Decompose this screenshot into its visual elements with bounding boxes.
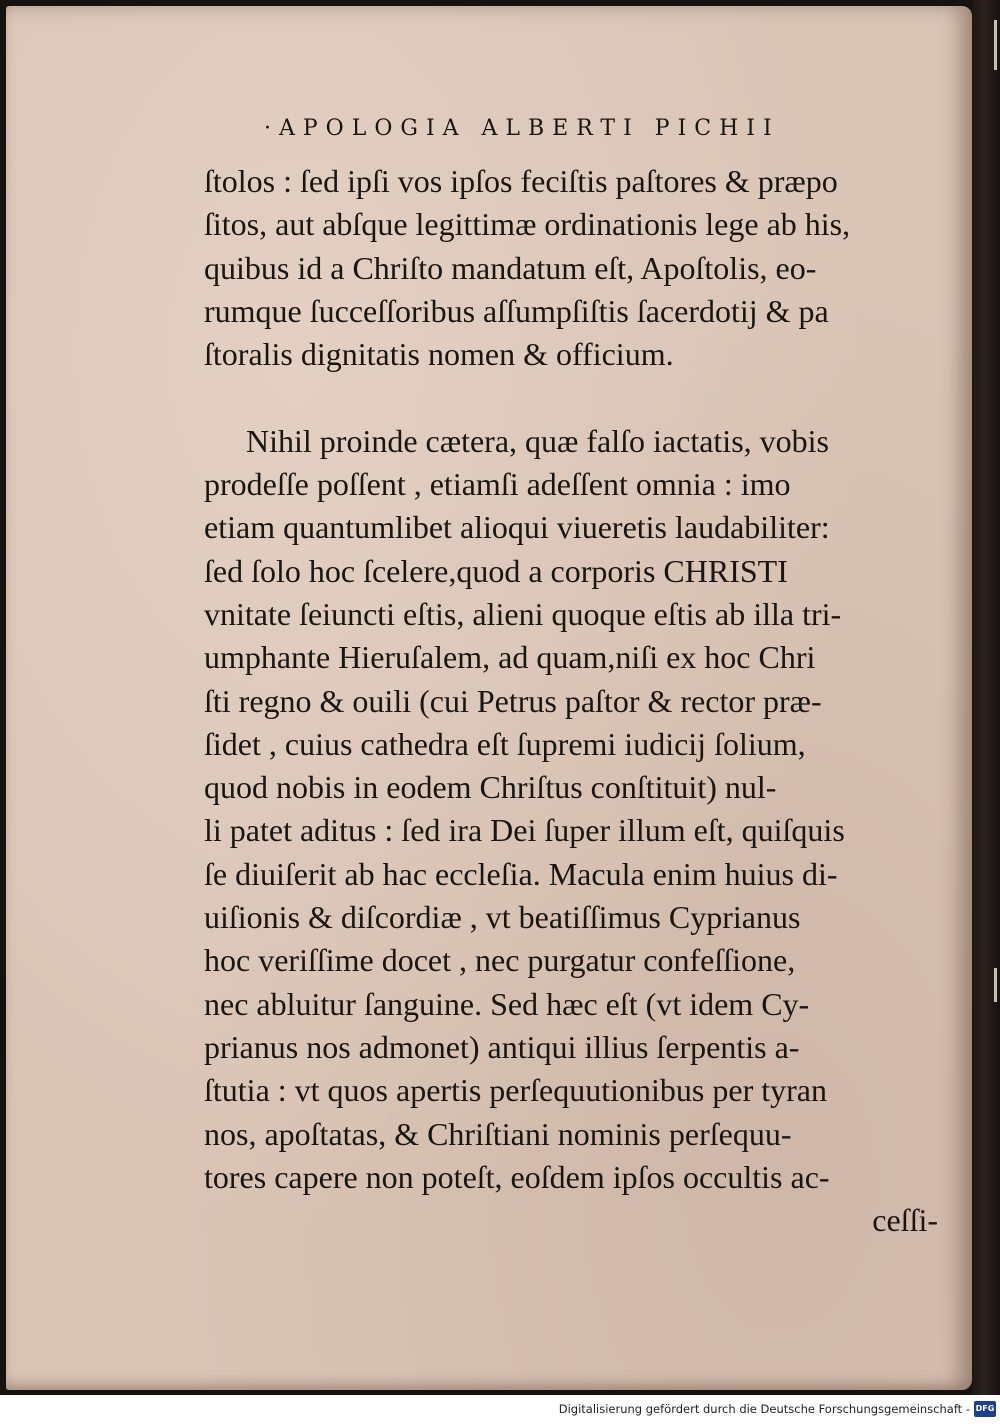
text-line: vnitate ſeiuncti eſtis, alieni quoque eſtis ab illa tri- — [204, 595, 842, 632]
text-line: ſed ſolo hoc ſcelere,quod a corporis CHRISTI — [204, 552, 788, 589]
catchword: ceſſi- — [872, 1202, 938, 1239]
text-line: hoc veriſſime docet , nec purgatur confeſſione, — [204, 942, 796, 979]
text-line: prianus nos admonet) antiqui illius ſerpentis a- — [204, 1028, 800, 1065]
next-page-edge — [972, 0, 1000, 1395]
footer-credit: Digitalisierung gefördert durch die Deutsche Forschungsgemeinschaft - — [558, 1402, 970, 1416]
text-line: ſtutia : vt quos apertis perſequutionibus per tyran — [204, 1072, 827, 1109]
text-line: li patet aditus : ſed ira Dei ſuper illum eſt, quiſquis — [204, 812, 845, 849]
text-line: umphante Hieruſalem, ad quam,niſi ex hoc Chri — [204, 639, 816, 676]
text-line: ſtolos : ſed ipſi vos ipſos feciſtis paſtores & præpo — [204, 163, 838, 199]
body-text — [204, 160, 944, 1242]
text-line: nos, apoſtatas, & Chriſtiani nominis perſequu- — [204, 1115, 792, 1152]
page-clip-mark — [994, 20, 997, 70]
text-line: tores capere non poteſt, eoſdem ipſos occultis ac- — [204, 1158, 830, 1195]
text-line: prodeſſe poſſent , etiamſi adeſſent omnia : imo — [204, 466, 791, 503]
text-line: ſe diuiſerit ab hac eccleſia. Macula enim huius di- — [204, 855, 838, 892]
paragraph-gap — [204, 376, 944, 419]
text-line: etiam quantumlibet alioqui viueretis laudabiliter: — [204, 509, 830, 546]
text-line: uiſionis & diſcordiæ , vt beatiſſimus Cyprianus — [204, 899, 801, 936]
book-page — [6, 6, 972, 1390]
text-line: quibus id a Chriſto mandatum eſt, Apoſtolis, eo- — [204, 249, 817, 286]
text-line: quod nobis in eodem Chriſtus conſtituit) nul- — [204, 769, 777, 806]
running-head: ·APOLOGIA ALBERTI PICHII — [264, 116, 780, 141]
text-line: Nihil proinde cætera, quæ falſo iactatis, vobis — [246, 422, 829, 459]
dfg-logo: DFG — [974, 1401, 996, 1417]
text-line: ſidet , cuius cathedra eſt ſupremi iudicij ſolium, — [204, 725, 806, 762]
text-line: ſtoralis dignitatis nomen & officium. — [204, 336, 674, 373]
digitization-footer — [0, 1395, 1000, 1424]
text-line: ſti regno & ouili (cui Petrus paſtor & rector præ- — [204, 682, 822, 719]
text-line: ſitos, aut abſque legittimæ ordinationis lege ab his, — [204, 206, 851, 243]
page-clip-mark — [994, 968, 997, 1002]
text-line: nec abluitur ſanguine. Sed hæc eſt (vt idem Cy- — [204, 985, 810, 1022]
text-line: rumque ſucceſſoribus aſſumpſiſtis ſacerdotij & pa — [204, 292, 829, 329]
